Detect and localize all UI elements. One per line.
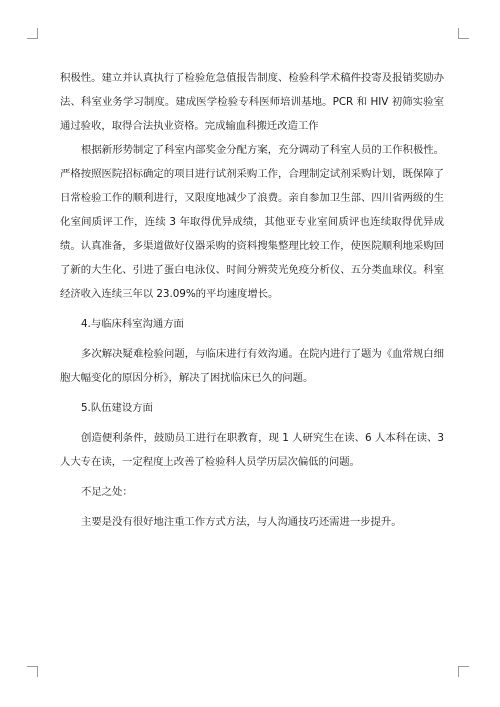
paragraph-4: 创造便利条件，鼓励员工进行在职教育，现 1 人研究生在读、6 人本科在读、3 人大专在读，一定程度上改善了检验科人员学历层次偏低的问题。 — [60, 432, 444, 468]
paragraph-3: 多次解决疑难检验问题，与临床进行有效沟通。在院内进行了题为《血常规白细胞大幅变化的原因分析》，解决了困扰临床已久的问题。 — [60, 348, 444, 384]
document-body — [60, 66, 444, 534]
shortcomings-heading: 不足之处： — [81, 486, 133, 498]
crop-mark-top-left — [27, 28, 38, 39]
paragraph-2: 根据新形势制定了科室内部奖金分配方案，充分调动了科室人员的工作积极性。严格按照医院招标确定的项目进行试剂采购工作，合理制定试剂采购计划，既保障了日常检验工作的顺利进行，又限度地减少了浪费。亲自参加卫生部、四川省两级的生化室间质评工作，连续 3 年取得优异成绩，其他亚专业室间质评也连续取得优异成绩。认真准备，多渠道做好仪器采购的资料搜集整理比较工作，使医院顺利地采购回了新的大生化、引进了蛋白电泳仪、时间分辨荧光免疫分析仪、五分类血球仪。科室经济收入连续三年以 23.09%的平均速度增长。 — [60, 144, 444, 300]
crop-mark-bottom-right — [458, 666, 469, 677]
crop-mark-top-right — [458, 28, 469, 39]
paragraph-1: 积极性。建立并认真执行了检验危急值报告制度、检验科学术稿件投寄及报销奖励办法、科室业务学习制度。建成医学检验专科医师培训基地。PCR 和 HIV 初筛实验室通过验收，取得合法执业资格。完成输血科搬迁改造工作 — [60, 72, 444, 132]
paragraph-5: 主要是没有很好地注重工作方式方法，与人沟通技巧还需进一步提升。 — [81, 516, 402, 528]
section-heading-5: 5.队伍建设方面 — [81, 402, 153, 414]
crop-mark-bottom-left — [27, 666, 38, 677]
section-heading-4: 4.与临床科室沟通方面 — [81, 318, 184, 330]
